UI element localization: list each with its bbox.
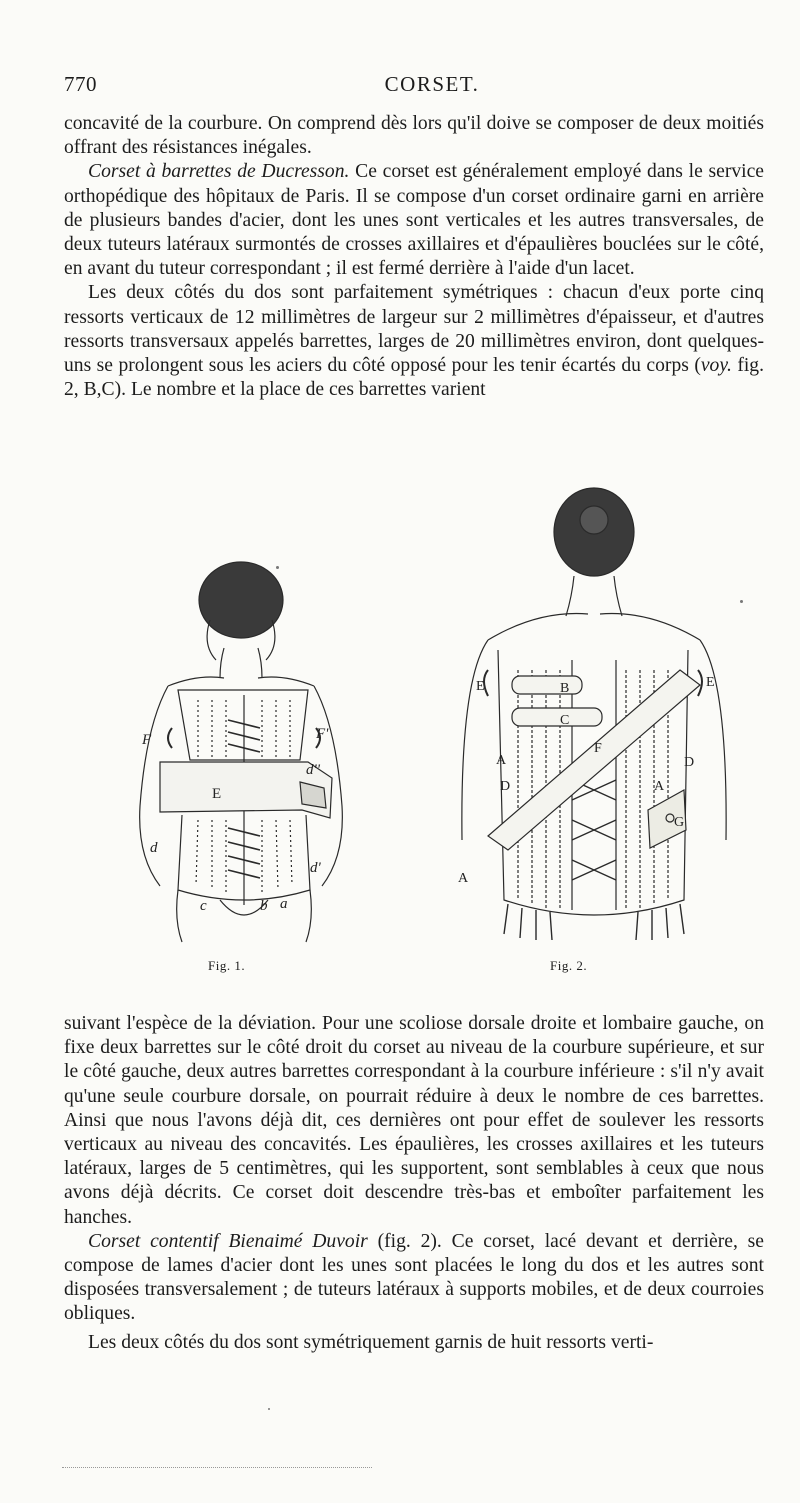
fig1-label-d: d — [150, 840, 158, 856]
fig2-label-A-bottom: A — [458, 871, 469, 886]
paragraph-4: suivant l'espèce de la déviation. Pour une scoliose dorsale droite et lombaire gauche, on fixe deux barrettes sur le côté droit du corset au niveau de la courbure supérieure, et sur le côté gauche, deux autres barrettes correspondant à la courbure inférieure : s'il n'y avait qu'une seule courbure dorsale, on pourrait réduire à deux le nombre de ces barrettes. Ainsi que nous l'avons déjà dit, ces dernières ont pour effet de soulever les ressorts verticaux au niveau des concavités. Les épaulières, les crosses axillaires et les tuteurs latéraux, larges de 5 centimètres, qui les supportent, sont semblables à ceux que nous avons déjà décrits. Ce corset doit descendre très-bas et emboîter parfaitement les hanches. — [64, 1013, 764, 1228]
fig1-label-b: b — [260, 898, 268, 914]
figure-1-illustration — [120, 560, 360, 950]
fig1-label-a: a — [280, 896, 288, 912]
paragraph-3-before: Les deux côtés du dos sont parfaitement symétriques : chacun d'eux porte cinq ressorts verticaux de 12 millimètres de largeur sur 2 millimètres d'épaisseur, et d'autres ressorts transversaux appelés barrettes, larges de 20 millimètres environ, dont quelques-uns se prolongent sous les aciers du côté opposé pour les tenir écartés du corps ( — [64, 282, 764, 377]
paragraph-2-body: Ce corset est généralement employé dans le service orthopédique des hôpitaux de Paris. Il se compose d'un corset ordinaire garni en arrière de plusieurs bandes d'acier, dont les unes sont verticales et les autres transversales, de deux tuteurs latéraux surmontés de crosses axillaires et d'épaulières bouclées sur le côté, en avant du tuteur correspondant ; il est fermé derrière à l'aide d'un lacet. — [64, 161, 764, 280]
fig2-label-E-right: E — [706, 675, 715, 690]
bottom-text-block — [64, 1012, 764, 1355]
print-speck — [740, 600, 743, 603]
paragraph-3 — [64, 281, 764, 402]
fig1-label-F: F — [142, 732, 152, 748]
fig1-label-E: E — [212, 786, 222, 802]
fig2-label-G: G — [674, 815, 685, 830]
paragraph-1: concavité de la courbure. On comprend dès lors qu'il doive se composer de deux moitiés offrant des résistances inégales. — [64, 113, 764, 159]
paragraph-3-voy: voy. — [700, 355, 732, 377]
fig2-label-E-left: E — [476, 679, 485, 694]
fig1-label-d-dprime: d'' — [306, 762, 320, 778]
footer-dotted-line — [62, 1467, 372, 1468]
fig2-label-D-left: D — [500, 779, 511, 794]
paragraph-5-title: Corset contentif Bienaimé Duvoir — [88, 1230, 368, 1252]
paragraph-5 — [64, 1230, 764, 1327]
fig2-label-A-left: A — [496, 753, 507, 768]
figure-2 — [448, 480, 738, 950]
figure-1 — [120, 560, 360, 950]
fig2-label-B: B — [560, 681, 570, 696]
fig2-label-F: F — [594, 741, 602, 756]
fig1-label-c: c — [200, 898, 207, 914]
paragraph-2-title: Corset à barrettes de Ducresson. — [88, 161, 350, 183]
fig2-label-A-right: A — [654, 779, 665, 794]
paragraph-3-after: fig. 2, B,C). Le nombre et la place de ces barrettes varient — [64, 355, 764, 401]
running-head: CORSET. — [384, 72, 480, 96]
page-header — [64, 72, 760, 102]
print-speck — [276, 566, 279, 569]
print-speck — [268, 1408, 270, 1410]
figure-2-illustration — [448, 480, 738, 950]
fig2-label-D-right: D — [684, 755, 695, 770]
top-text-block — [64, 112, 764, 402]
figure-1-caption: Fig. 1. — [208, 958, 246, 973]
fig1-label-F-prime: F' — [316, 726, 329, 742]
fig2-label-C: C — [560, 713, 570, 728]
page-number: 770 — [64, 72, 97, 96]
fig1-label-d-prime: d' — [310, 860, 321, 876]
paragraph-5-body: (fig. 2). Ce corset, lacé devant et derrière, se compose de lames d'acier dont les unes sont placées le long du dos et les autres sont disposées transversalement ; de tuteurs latéraux à supports mobiles, et de deux courroies obliques. — [64, 1230, 764, 1325]
paragraph-6: Les deux côtés du dos sont symétriquement garnis de huit ressorts verti- — [88, 1331, 654, 1353]
figure-2-caption: Fig. 2. — [550, 958, 588, 973]
paragraph-2 — [64, 160, 764, 281]
